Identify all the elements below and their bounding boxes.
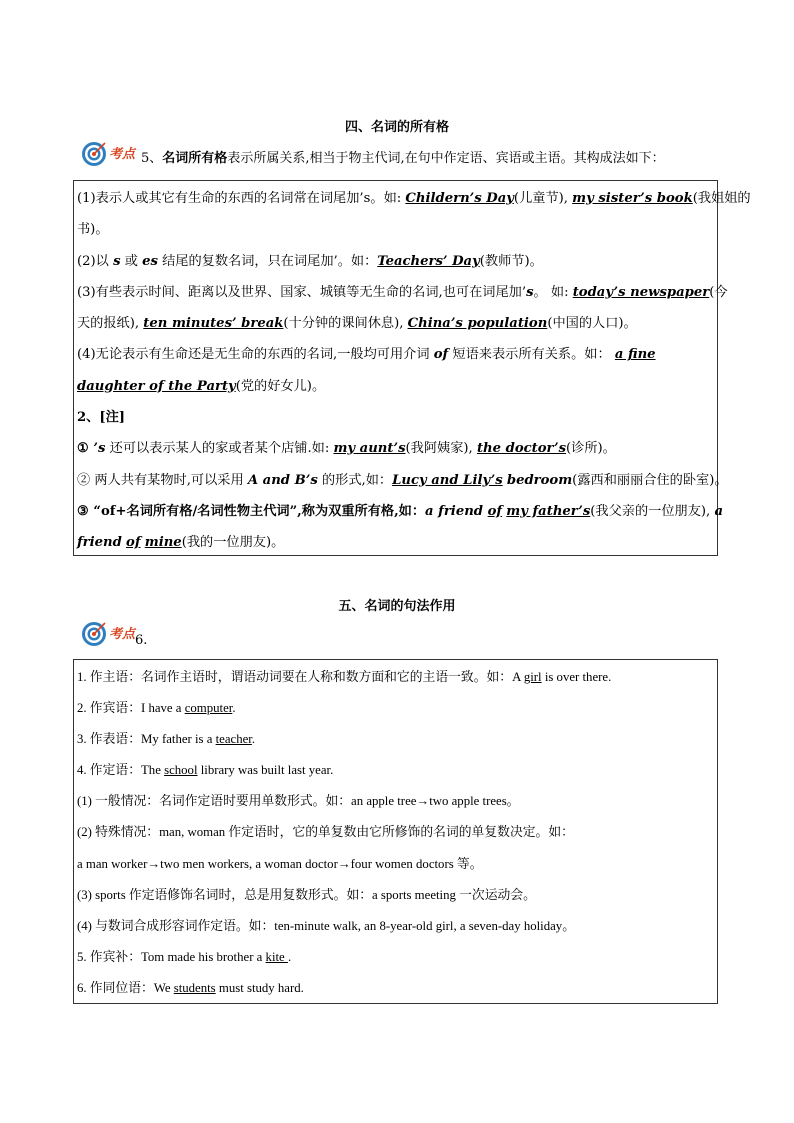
possessive-rules-box [73,180,751,556]
syntax-line-7: a man worker→two men workers, a woman doctor→four women doctors 等。 [77,856,483,871]
rule-line-11: ③ “of+名词所有格/名词性物主代词”,称为双重所有格,如：a friend of my father’s(我父亲的一位朋友), a [77,503,723,519]
rule-line-10: ② 两人共有某物时,可以采用 A and B’s 的形式,如：Lucy and Lily’s bedroom(露西和丽丽合住的卧室)。 [77,472,728,488]
syntax-line-11: 6. 作同位语：We students must study hard. [77,980,304,995]
syntax-line-10: 5. 作宾补：Tom made his brother a kite . [77,949,292,964]
section-title-syntax: 五、名词的句法作用 [338,599,456,614]
rule-line-3: (2)以 s 或 es 结尾的复数名词，只在词尾加’。如：Teachers’ Day(教师节)。 [77,253,543,269]
rule-line-8: 2、[注] [77,410,126,426]
syntax-line-4: 4. 作定语：The school library was built last year. [77,763,334,778]
syntax-line-5: (1) 一般情况：名词作定语时要用单数形式。如：an apple tree→two apple trees。 [77,794,520,809]
syntax-line-8: (3) sports 作定语修饰名词时，总是用复数形式。如：a sports meeting 一次运动会。 [77,887,536,902]
section-title-possessive: 四、名词的所有格 [344,120,449,135]
target-icon [80,620,108,648]
rule-line-6: (4)无论表示有生命还是无生命的东西的名词,一般均可用介词 of 短语来表示所有关系。如： a fine [77,347,656,363]
rule-line-4: (3)有些表示时间、距离以及世界、国家、城镇等无生命的名词,也可在词尾加’s。 如: today’s newspaper(今 [77,284,728,300]
syntax-line-9: (4) 与数词合成形容词作定语。如：ten-minute walk, an 8-year-old girl, a seven-day holiday。 [77,918,576,933]
syntax-line-6: (2) 特殊情况：man, woman 作定语时，它的单复数由它所修饰的名词的单复数决定。如： [77,825,574,840]
kaodian-header-5 [80,140,665,168]
syntax-line-1: 1. 作主语：名词作主语时，谓语动词要在人称和数方面和它的主语一致。如：A girl is over there. [77,670,612,684]
rule-line-12: friend of mine(我的一位朋友)。 [77,535,285,551]
target-icon [80,140,108,168]
rule-line-7: daughter of the Party(党的好女儿)。 [77,378,326,394]
syntax-rules-box [73,659,718,1004]
kaodian-label: 考点 [109,147,136,162]
rule-line-5: 天的报纸), ten minutes’ break(十分钟的课间休息), China’s population(中国的人口)。 [77,316,637,332]
kaodian-label: 考点 [109,627,136,642]
rule-line-2: 书)。 [77,222,109,238]
syntax-line-3: 3. 作表语：My father is a teacher. [77,732,256,747]
rule-line-1: (1)表示人或其它有生命的东西的名词常在词尾加’s。如: Childern’s Day(儿童节), my sister’s book(我姐姐的 [77,191,751,206]
rule-line-9: ① ’s 还可以表示某人的家或者某个店铺.如: my aunt’s(我阿姨家), the doctor’s(诊所)。 [77,441,616,457]
syntax-line-2: 2. 作宾语：I have a computer. [77,701,236,716]
kaodian-header-6 [80,620,147,648]
kaodian-intro: 5、名词所有格表示所属关系,相当于物主代词,在句中作定语、宾语或主语。其构成法如下： [141,151,665,166]
kaodian-intro: 6. [135,633,148,648]
